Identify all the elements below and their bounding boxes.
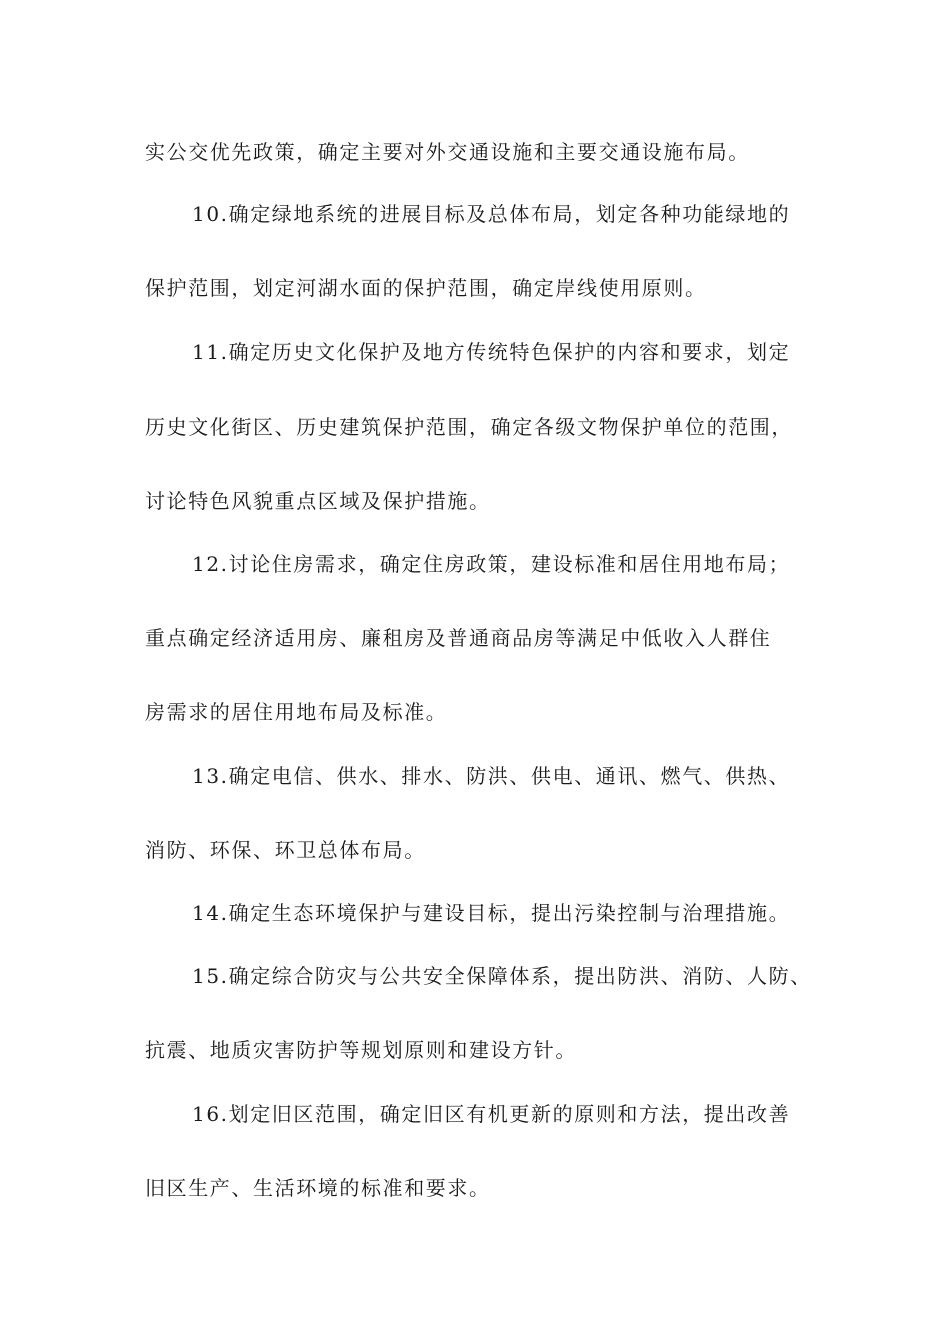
item-12-line-3: 房需求的居住用地布局及标准。 — [145, 700, 448, 724]
item-11-line-3: 讨论特色风貌重点区域及保护措施。 — [145, 489, 491, 513]
item-13-line-2: 消防、环保、环卫总体布局。 — [145, 838, 426, 862]
item-15-line-1: 15.确定综合防灾与公共安全保障体系，提出防洪、消防、人防、 — [192, 964, 812, 988]
item-10-line-1: 10.确定绿地系统的进展目标及总体布局，划定各种功能绿地的 — [192, 202, 791, 226]
item-12-line-1: 12.讨论住房需求，确定住房政策，建设标准和居住用地布局； — [192, 552, 791, 576]
item-12-line-2: 重点确定经济适用房、廉租房及普通商品房等满足中低收入人群住 — [145, 626, 772, 650]
item-11-line-2: 历史文化街区、历史建筑保护范围，确定各级文物保护单位的范围， — [145, 415, 793, 439]
item-15-line-2: 抗震、地质灾害防护等规划原则和建设方针。 — [145, 1038, 577, 1062]
item-16-line-2: 旧区生产、生活环境的标准和要求。 — [145, 1176, 491, 1200]
item-11-line-1: 11.确定历史文化保护及地方传统特色保护的内容和要求，划定 — [192, 340, 791, 364]
text-line: 实公交优先政策，确定主要对外交通设施和主要交通设施布局。 — [145, 140, 750, 164]
item-14-line-1: 14.确定生态环境保护与建设目标，提出污染控制与治理措施。 — [192, 901, 791, 925]
item-16-line-1: 16.划定旧区范围，确定旧区有机更新的原则和方法，提出改善 — [192, 1102, 791, 1126]
item-10-line-2: 保护范围，划定河湖水面的保护范围，确定岸线使用原则。 — [145, 276, 707, 300]
item-13-line-1: 13.确定电信、供水、排水、防洪、供电、通讯、燃气、供热、 — [192, 764, 791, 788]
